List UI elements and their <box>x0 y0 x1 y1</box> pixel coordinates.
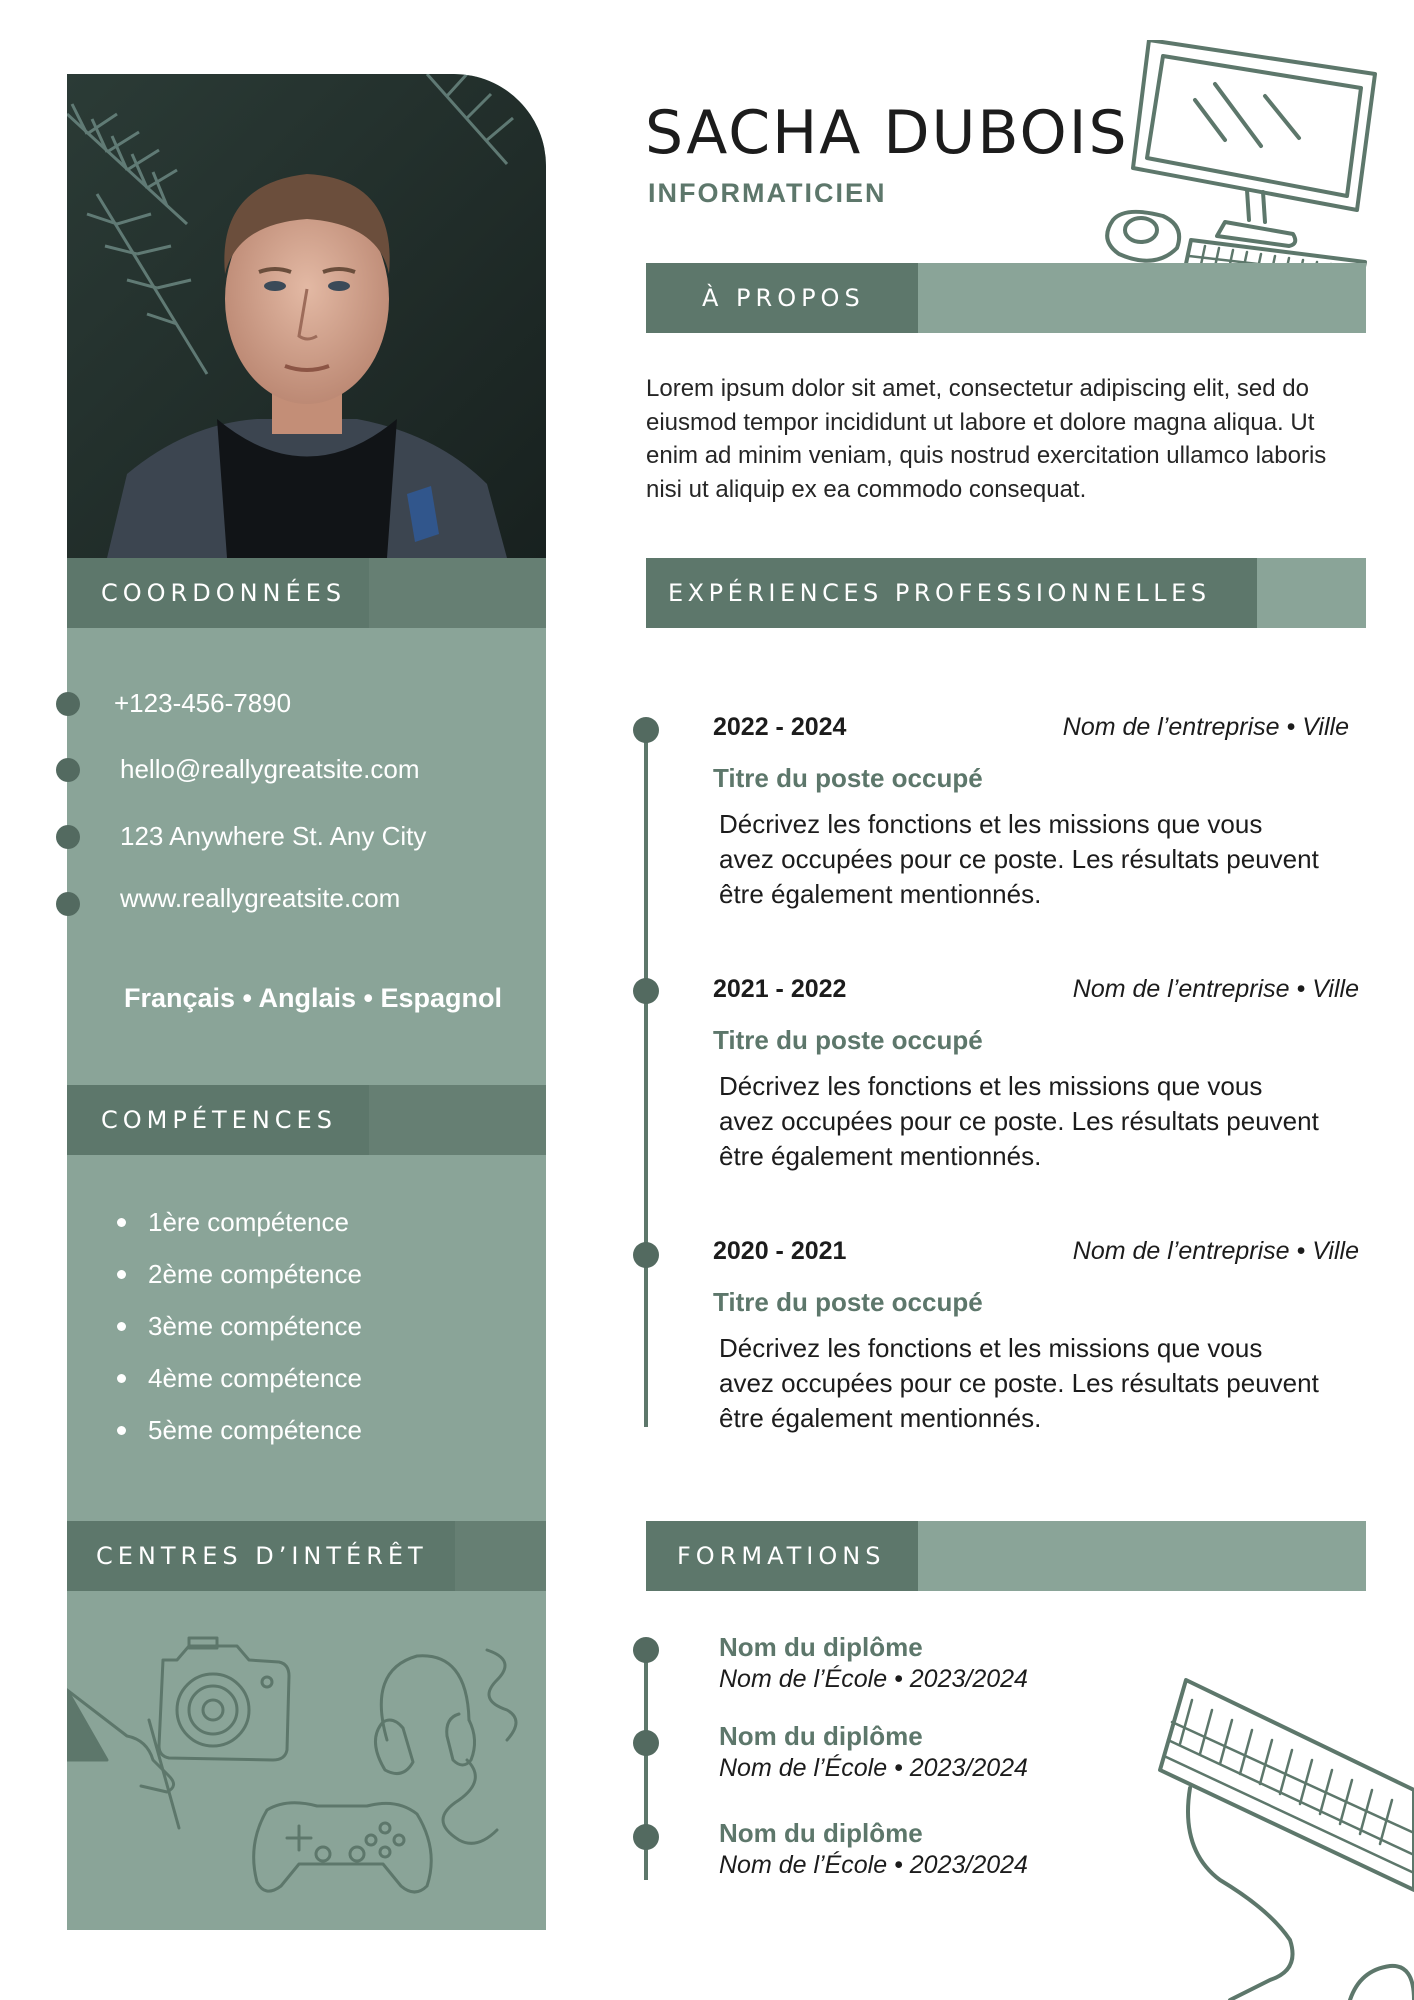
experience-company: Nom de l’entreprise • Ville <box>1072 1237 1359 1265</box>
experience-title: Titre du poste occupé <box>713 1025 983 1055</box>
education-heading: FORMATIONS <box>677 1542 886 1570</box>
languages-text: Français • Anglais • Espagnol <box>124 983 502 1013</box>
skills-header <box>67 1085 546 1155</box>
experience-timeline <box>644 730 648 1427</box>
timeline-dot <box>633 1242 659 1268</box>
education-degree: Nom du diplôme <box>719 1721 923 1751</box>
experience-description: Décrivez les fonctions et les missions que vous avez occupées pour ce poste. Les résultats peuvent être également mentionnés. <box>719 1071 1319 1171</box>
contact-bullet <box>56 758 80 782</box>
interests-heading: CENTRES D’INTÉRÊT <box>96 1542 428 1570</box>
experience-dates: 2020 - 2021 <box>713 1237 847 1265</box>
experience-company: Nom de l’entreprise • Ville <box>1062 713 1349 741</box>
timeline-dot <box>633 1730 659 1756</box>
education-degree: Nom du diplôme <box>719 1818 923 1848</box>
headphones-icon <box>375 1650 516 1843</box>
experience-company: Nom de l’entreprise • Ville <box>1072 975 1359 1003</box>
timeline-dot <box>633 978 659 1004</box>
education-school: Nom de l’École • 2023/2024 <box>719 1851 1028 1879</box>
website-link[interactable]: www.reallygreatsite.com <box>120 883 401 913</box>
contact-header <box>67 558 546 628</box>
about-text: Lorem ipsum dolor sit amet, consectetur adipiscing elit, sed do eiusmod tempor incididunt ut labore et dolore magna aliqua. Ut enim ad minim veniam, quis nostrud exercitation ullamco laboris nisi ut aliquip ex ea commodo consequat. <box>646 375 1327 503</box>
education-header <box>646 1521 1366 1591</box>
education-degree: Nom du diplôme <box>719 1632 923 1662</box>
job-title: INFORMATICIEN <box>648 178 887 208</box>
game-controller-icon <box>254 1803 432 1892</box>
contact-bullet <box>56 892 80 916</box>
profile-photo <box>67 74 546 558</box>
experience-title: Titre du poste occupé <box>713 763 983 793</box>
address-text: 123 Anywhere St. Any City <box>120 821 427 851</box>
education-school: Nom de l’École • 2023/2024 <box>719 1665 1028 1693</box>
skill-item: 2ème compétence <box>114 1248 362 1300</box>
skill-item: 4ème compétence <box>114 1352 362 1404</box>
interests-illustration <box>67 1610 546 1910</box>
keyboard-icon <box>1150 1670 1414 2000</box>
experience-dates: 2021 - 2022 <box>713 975 847 1003</box>
skill-item: 5ème compétence <box>114 1404 362 1456</box>
skills-list <box>114 1196 362 1456</box>
contact-bullet <box>56 692 80 716</box>
drawing-hand-icon <box>67 1690 179 1828</box>
contact-bullet <box>56 825 80 849</box>
camera-icon <box>159 1638 289 1760</box>
interests-header <box>67 1521 546 1591</box>
about-header <box>646 263 1366 333</box>
experience-description: Décrivez les fonctions et les missions que vous avez occupées pour ce poste. Les résultats peuvent être également mentionnés. <box>719 1333 1319 1433</box>
education-school: Nom de l’École • 2023/2024 <box>719 1754 1028 1782</box>
timeline-dot <box>633 1824 659 1850</box>
experience-header <box>646 558 1366 628</box>
skill-item: 1ère compétence <box>114 1196 362 1248</box>
skill-item: 3ème compétence <box>114 1300 362 1352</box>
experience-dates: 2022 - 2024 <box>713 713 847 741</box>
phone-text: +123-456-7890 <box>114 688 292 718</box>
experience-description: Décrivez les fonctions et les missions que vous avez occupées pour ce poste. Les résultats peuvent être également mentionnés. <box>719 809 1319 909</box>
about-heading: À PROPOS <box>702 284 865 312</box>
skills-heading: COMPÉTENCES <box>101 1106 337 1134</box>
experience-heading: EXPÉRIENCES PROFESSIONNELLES <box>668 579 1211 607</box>
email-text[interactable]: hello@reallygreatsite.com <box>120 754 420 784</box>
person-name: SACHA DUBOIS <box>645 98 1129 168</box>
timeline-dot <box>633 717 659 743</box>
experience-title: Titre du poste occupé <box>713 1287 983 1317</box>
timeline-dot <box>633 1637 659 1663</box>
contact-heading: COORDONNÉES <box>101 579 347 607</box>
